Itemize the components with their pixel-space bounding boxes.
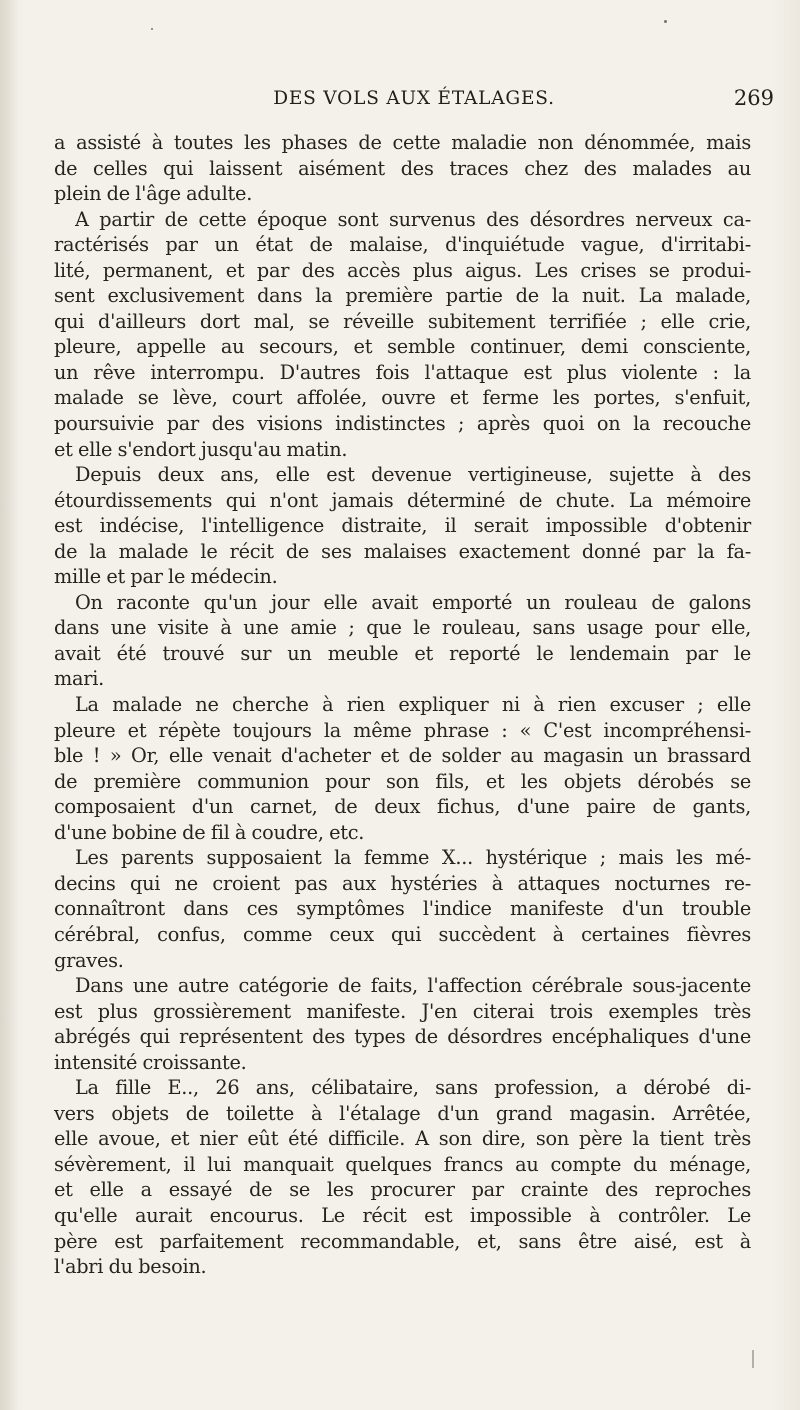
text-line: lité, permanent, et par des accès plus aigus. Les crises se produi- [54,258,751,282]
paper-speck [151,28,153,30]
text-line: étourdissements qui n'ont jamais déterminé de chute. La mémoire [54,488,751,512]
text-line: malade se lève, court affolée, ouvre et ferme les portes, s'enfuit, [54,386,751,410]
text-line: qui d'ailleurs dort mal, se réveille subitement terrifiée ; elle crie, [54,309,751,333]
text-line: sévèrement, il lui manquait quelques francs au compte du ménage, [54,1152,751,1176]
text-line: Dans une autre catégorie de faits, l'affection cérébrale sous-jacente [75,974,751,998]
text-line: plein de l'âge adulte. [54,182,253,206]
text-line: abrégés qui représentent des types de désordres encéphaliques d'une [54,1025,751,1049]
text-line: avait été trouvé sur un meuble et reporté le lendemain par le [54,641,751,665]
text-line: decins qui ne croient pas aux hystéries à attaques nocturnes re- [54,871,751,895]
text-line: cérébral, confus, comme ceux qui succèdent à certaines fièvres [54,922,751,946]
text-line: La fille E.., 26 ans, célibataire, sans profession, a dérobé di- [75,1076,751,1100]
text-line: graves. [54,948,124,972]
text-line: pleure et répète toujours la même phrase : « C'est incompréhensi- [54,718,751,742]
text-line: et elle s'endort jusqu'au matin. [54,437,348,461]
paper-mark [752,1350,754,1368]
page-header [54,86,774,116]
text-line: de celles qui laissent aisément des traces chez des malades au [54,156,751,180]
text-line: est indécise, l'intelligence distraite, il serait impossible d'obtenir [54,514,751,538]
page-gutter-shadow [0,0,18,1410]
text-line: intensité croissante. [54,1050,247,1074]
text-line: dans une visite à une amie ; que le rouleau, sans usage pour elle, [54,616,751,640]
text-line: mari. [54,667,105,691]
text-line: mille et par le médecin. [54,565,278,589]
text-line: poursuivie par des visions indistinctes ; après quoi on la recouche [54,412,751,436]
text-line: On raconte qu'un jour elle avait emporté un rouleau de galons [75,590,751,614]
text-line: pleure, appelle au secours, et semble continuer, demi consciente, [54,335,751,359]
text-line: elle avoue, et nier eût été difficile. A son dire, son père la tient très [54,1127,751,1151]
text-line: Depuis deux ans, elle est devenue vertigineuse, sujette à des [75,463,751,487]
text-line: sent exclusivement dans la première partie de la nuit. La malade, [54,284,751,308]
text-line: de première communion pour son fils, et les objets dérobés se [54,769,751,793]
text-line: un rêve interrompu. D'autres fois l'attaque est plus violente : la [54,360,751,384]
text-line: l'abri du besoin. [54,1255,207,1279]
text-line: qu'elle aurait encourus. Le récit est impossible à contrôler. Le [54,1203,751,1227]
page-number: 269 [733,86,774,110]
running-title: DES VOLS AUX ÉTALAGES. [273,88,555,109]
text-line: A partir de cette époque sont survenus des désordres nerveux ca- [75,207,751,231]
text-line: composaient d'un carnet, de deux fichus, d'une paire de gants, [54,795,751,819]
text-line: connaîtront dans ces symptômes l'indice manifeste d'un trouble [54,897,751,921]
text-line: et elle a essayé de se les procurer par crainte des reproches [54,1178,751,1202]
text-line: père est parfaitement recommandable, et, sans être aisé, est à [54,1229,751,1253]
text-line: d'une bobine de fil à coudre, etc. [54,820,365,844]
paper-speck [664,20,667,23]
text-line: est plus grossièrement manifeste. J'en citerai trois exemples très [54,999,751,1023]
text-line: de la malade le récit de ses malaises exactement donné par la fa- [54,539,751,563]
text-line: ble ! » Or, elle venait d'acheter et de solder au magasin un brassard [54,744,751,768]
body-text [54,130,751,1280]
text-line: ractérisés par un état de malaise, d'inquiétude vague, d'irritabi- [54,233,751,257]
text-line: La malade ne cherche à rien expliquer ni à rien excuser ; elle [75,693,751,717]
text-line: Les parents supposaient la femme X... hystérique ; mais les mé- [75,846,751,870]
text-line: a assisté à toutes les phases de cette maladie non dénommée, mais [54,131,751,154]
text-line: vers objets de toilette à l'étalage d'un grand magasin. Arrêtée, [54,1101,751,1125]
